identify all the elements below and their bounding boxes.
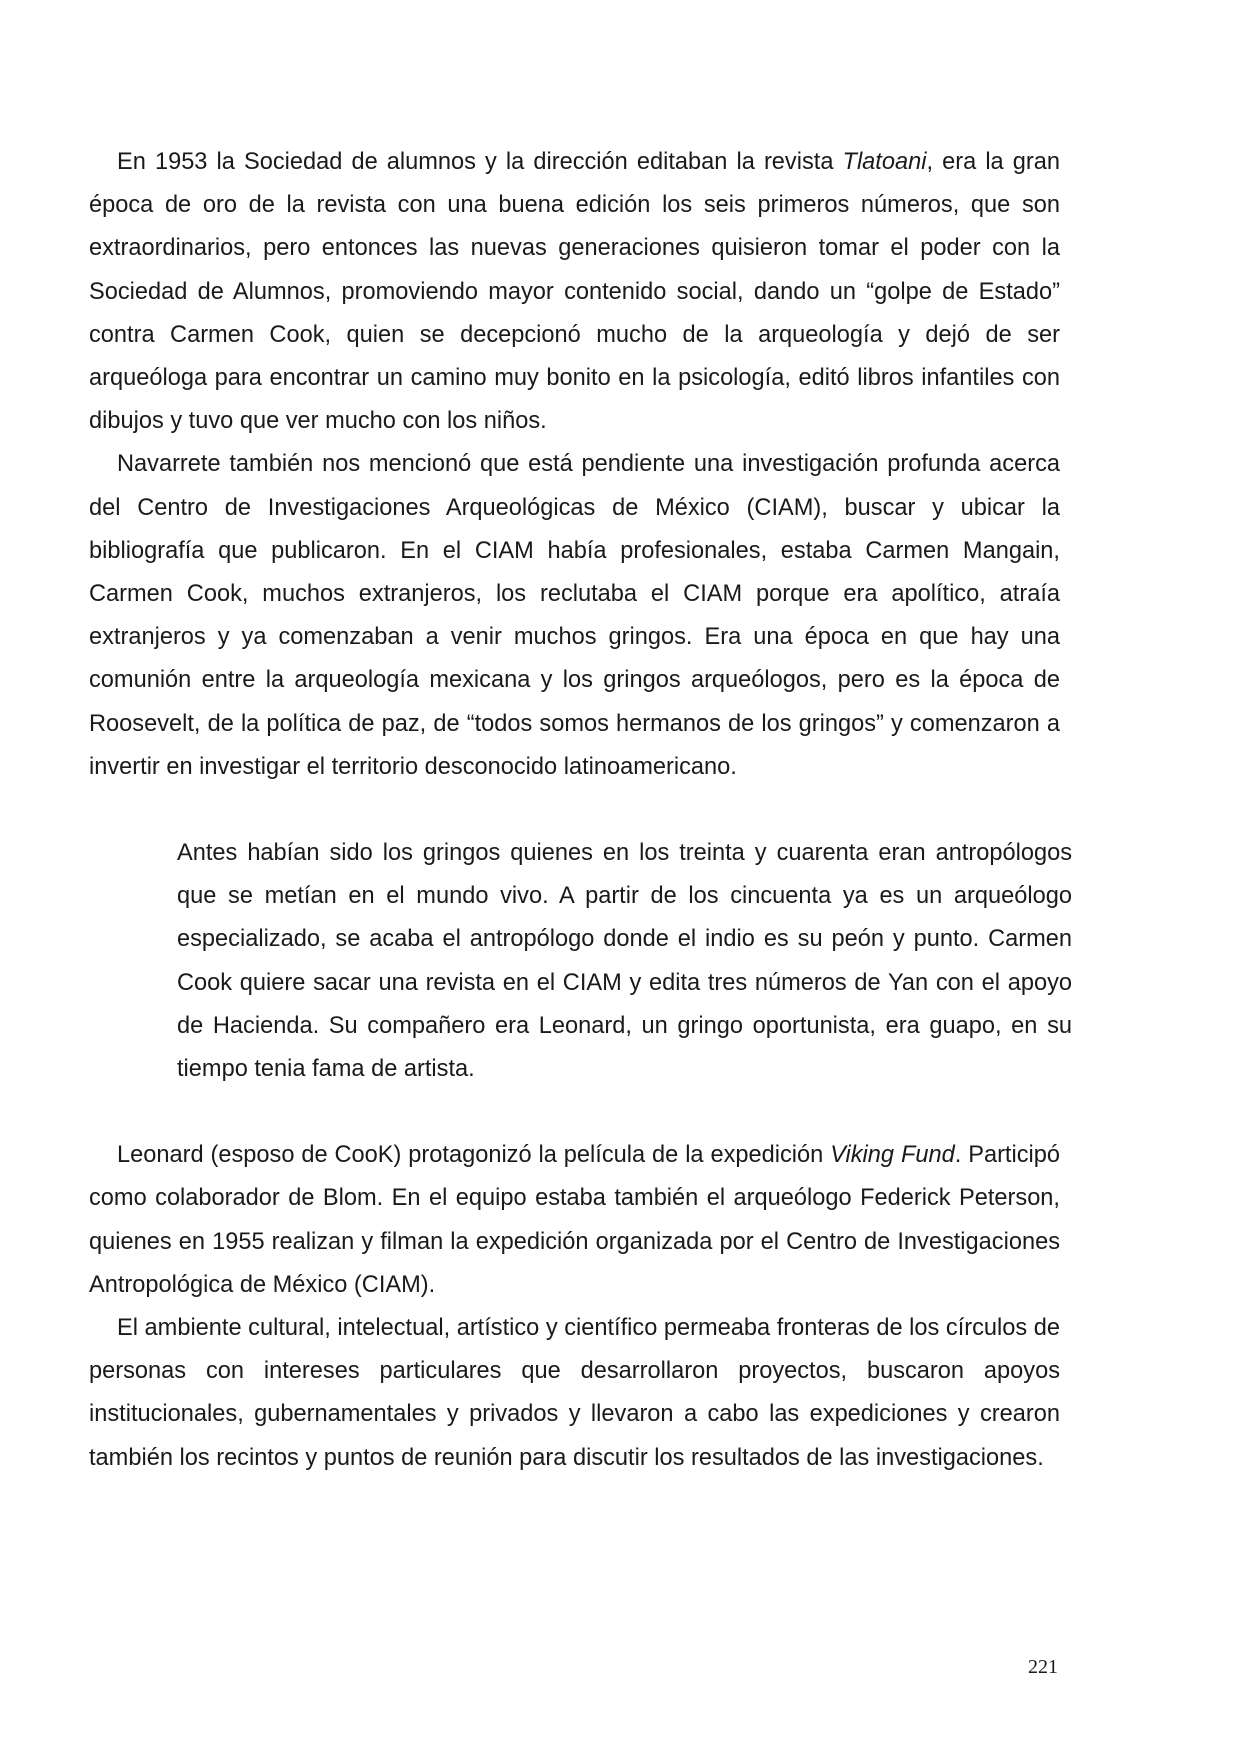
paragraph-text: . Participó como colaborador de Blom. En el equipo estaba también el arqueólogo Federick Peterson, quienes en 1955 realizan y filman la expedición organizada por el Centro de Investigaciones Antropológica de México (CIAM). <box>89 1142 1060 1298</box>
paragraph-cultural-ambience: El ambiente cultural, intelectual, artístico y científico permeaba fronteras de los círculos de personas con intereses particulares que desarrollaron proyectos, buscaron apoyos institucionales, gubernamentales y privados y llevaron a cabo las expediciones y crearon también los recintos y puntos de reunión para discutir los resultados de las investigaciones. <box>89 1315 1060 1471</box>
paragraph-tlatoani <box>89 141 1060 443</box>
paragraph-text: Leonard (esposo de CooK) protagonizó la película de la expedición <box>117 1142 831 1169</box>
page-number: 221 <box>1028 1656 1058 1678</box>
paragraph-leonard <box>89 1134 1060 1307</box>
expedition-title: Viking Fund <box>830 1142 955 1169</box>
paragraph-text: En 1953 la Sociedad de alumnos y la dirección editaban la revista <box>117 149 843 175</box>
magazine-title: Tlatoani <box>842 149 927 175</box>
paragraph-navarrete: Navarrete también nos mencionó que está pendiente una investigación profunda acerca del Centro de Investigaciones Arqueológicas de México (CIAM), buscar y ubicar la bibliografía que publicaron. En el CIAM había profesionales, estaba Carmen Mangain, Carmen Cook, muchos extranjeros, los reclutaba el CIAM porque era apolítico, atraía extranjeros y ya comenzaban a venir muchos gringos. Era una época en que hay una comunión entre la arqueología mexicana y los gringos arqueólogos, pero es la época de Roosevelt, de la política de paz, de “todos somos hermanos de los gringos” y comenzaron a invertir en investigar el territorio desconocido latinoamericano. <box>89 451 1060 780</box>
page-body <box>89 141 1072 1480</box>
block-quote: Antes habían sido los gringos quienes en los treinta y cuarenta eran antropólogos que se metían en el mundo vivo. A partir de los cincuenta ya es un arqueólogo especializado, se acaba el antropólogo donde el indio es su peón y punto. Carmen Cook quiere sacar una revista en el CIAM y edita tres números de Yan con el apoyo de Hacienda. Su compañero era Leonard, un gringo oportunista, era guapo, en su tiempo tenia fama de artista. <box>177 840 1072 1083</box>
paragraph-text: , era la gran época de oro de la revista con una buena edición los seis primeros números, que son extraordinarios, pero entonces las nuevas generaciones quisieron tomar el poder con la Sociedad de Alumnos, promoviendo mayor contenido social, dando un “golpe de Estado” contra Carmen Cook, quien se decepcionó mucho de la arqueología y dejó de ser arqueóloga para encontrar un camino muy bonito en la psicología, editó libros infantiles con dibujos y tuvo que ver mucho con los niños. <box>89 149 1060 435</box>
